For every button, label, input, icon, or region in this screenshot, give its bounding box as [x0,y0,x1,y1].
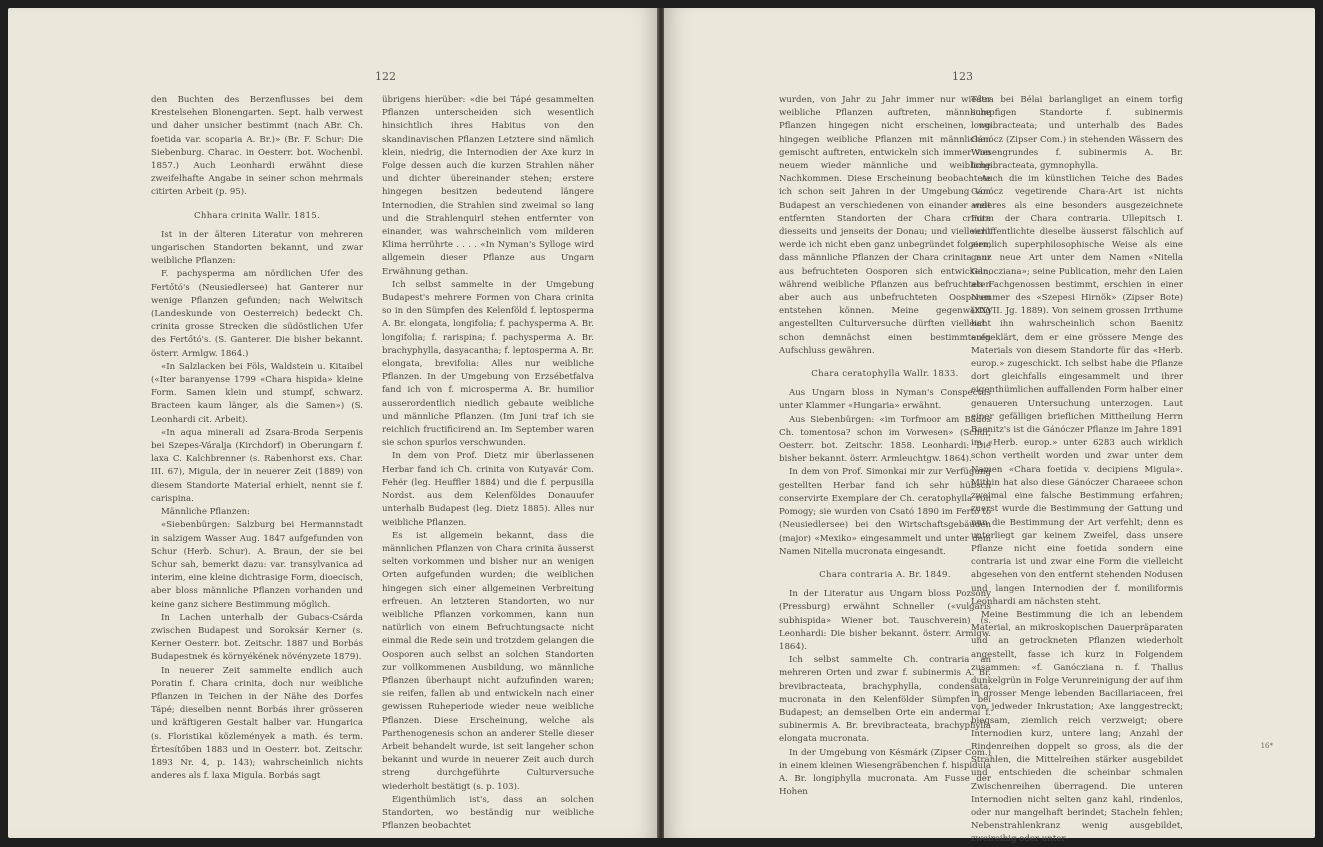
page-number-left: 122 [375,70,396,83]
paragraph: F. pachysperma am nördlichen Ufer des Fertőtó's (Neusiedlersee) hat Ganterer nur wenige Pflanzen gefunden; nach Welwitsch (Landeskunde von Oesterreich) bedeckt Ch. crinita grosse Strecken die südöstlichen Ufer des Fertőtó's. (S. Ganterer. Die bisher bekannt. österr. Armlgw. 1864.) [151,269,363,359]
column-3 [779,94,991,824]
paragraph: In Lachen unterhalb der Gubacs-Csárda zwischen Budapest und Soroksár Kerner (s. Kerner Oesterr. bot. Zeitschr. 1887 und Borbás Budapestnek és környékének növényzete 1879). [151,612,363,663]
paragraph: Ist in der älteren Literatur von mehreren ungarischen Standorten bekannt, und zwar weibliche Pflanzen: [151,229,363,267]
paragraph: In neuerer Zeit sammelte endlich auch Poratin f. Chara crinita, doch nur weibliche Pflanzen in Teichen in der Nähe des Dorfes Tápé; dieselben nennt Borbás ihrer grösseren und kräftigeren Gestalt halber var. Hungarica (s. Floristikai közlemények a math. és term. Értesítőben 1883 und in Oesterr. bot. Zeitschr. 1893 Nr. 4, p. 143); wahrscheinlich nichts anderes als f. laxa Migula. Borbás sagt [151,665,363,782]
left-page [8,8,658,838]
paragraph: Meine Bestimmung die ich an lebendem Material, an mikroskopischen Dauerpräparaten und an getrockneten Pflanzen wiederholt angestellt, fasse ich kurz in Folgendem zusammen: «f. Ganócziana n. f. Thallus dunkelgrün in Folge Verunreinigung der auf ihm in grosser Menge lebenden Bacillariaceen, frei von jedweder Inkrustation; Axe langgestreckt; biegsam, ziemlich reich verzweigt; obere Internodien kurz, untere lang; Anzahl der Rindenreihen doppelt so gross, als die der Strahlen, die Mittelreihen stärker ausgebildet und entschieden die scheinbar schmalen Zwischenreihen überragend. Die unteren Internodien nicht selten ganz kahl, rindenlos, oder nur mangelhaft berindet; Stacheln fehlen; Nebenstrahlenkranz wenig ausgebildet, zweireihig oder unter- [971,609,1183,845]
paragraph: Ich selbst sammelte in der Umgebung Budapest's mehrere Formen von Chara crinita so in den Sümpfen des Kelenföld f. leptosperma A. Br. elongata, longifolia; f. pachysperma A. Br. longifolia; f. rarispina; f. pachysperma A. Br. brachyphylla, dasyacantha; f. leptosperma A. Br. elongata, brevifolia: Alles nur weibliche Pflanzen. In der Umgebung von Erzsébetfalva fand ich von f. microsperma A. Br. humilior ausserordentlich niedlich gebaute weibliche und männliche Pflanzen. (Im Juni traf ich sie reichlich fructificirend an. Im September waren sie schon spurlos verschwunden. [382,279,594,449]
paragraph: «In Salzlacken bei Föls, Waldstein u. Kitaibel («Iter baranyense 1799 «Chara hispida» kleine Form. Samen klein und stumpf, schwarz. Bracteen kaum länger, als die Samen») (S. Leonhardi cit. Arbeit). [151,361,363,425]
paragraph: Aus Siebenbürgen: «im Torfmoor am Bädös Ch. tomentosa? schon im Vorwesen» (Schur, Oesterr. bot. Zeitschr. 1858. Leonhardi: Die bisher bekannt. österr. Armleuchtgw. 1864). [779,414,991,465]
paragraph: Aus Ungarn bloss in Nyman's Conspectus unter Klammer «Hungaria» erwähnt. [779,388,991,412]
column-2 [382,94,594,832]
page-number-right: 123 [952,70,973,83]
paragraph: Ich selbst sammelte Ch. contraria an mehreren Orten und zwar f. subinermis A. Br. brevibracteata, brachyphylla, condensata, mucronata in den Kelenfölder Sümpfen bei Budapest; an demselben Orte ein andermal f. subinermis A. Br. brevibracteata, brachyphylla elongata mucronata. [779,655,991,745]
right-page [664,8,1315,845]
paragraph: In dem von Prof. Dietz mir überlassenen Herbar fand ich Ch. crinita von Kutyavár Com. Fehér (leg. Heuffler 1884) und die f. perpusilla Nordst. aus dem Kelenföldes Donauufer unterhalb Budapest (leg. Dietz 1885). Alles nur weibliche Pflanzen. [382,451,594,528]
paragraph: Auch die im künstlichen Teiche des Bades Gánócz vegetirende Chara-Art ist nichts anderes als eine besonders ausgezeichnete Form der Chara contraria. Ullepitsch I. veröffentlichte dieselbe äusserst fälschlich auf ziemlich superphilosophische Weise als eine ganz neue Art unter dem Namen «Nitella Ganocziana»; seine Publication, mehr den Laien als Fachgenossen bestimmt, erschien in einer Nummer des «Szepesi Hirnök» (Zipser Bote) (XXVII. Jg. 1889). Von seinem grossen Irrthume hat ihn wahrscheinlich schon Baenitz aufgeklärt, dem er eine grössere Menge des Materials von diesem Standorte für das «Herb. europ.» zugeschickt. Ich selbst habe die Pflanze dort gleichfalls eingesammelt und ihrer eigenthümlichen auffallenden Form halber einer genaueren Untersuchung unterzogen. Laut einer gefälligen brieflichen Mittheilung Herrn Baenitz's ist die Gánóczer Pflanze im Jahre 1891 im «Herb. europ.» unter 6283 auch wirklich schon vertheilt worden und zwar unter dem Namen «Chara foetida v. decipiens Migula». Mithin hat also diese Gánóczer Charaeee schon zweimal eine falsche Bestimmung erfahren; zuerst wurde die Bestimmung der Gattung und nun die Bestimmung der Art verfehlt; denn es unterliegt gar keinem Zweifel, dass unsere Pflanze nicht eine foetida sondern eine contraria ist und zwar eine Form die vielleicht abgesehen von den entfernt stehenden Nodusen und langen Internodien der f. moniliformis Leonhardi am nächsten steht. [971,174,1183,607]
signature-mark: 16* [1260,742,1273,750]
paragraph: In dem von Prof. Simonkai mir zur Verfügung gestellten Herbar fand ich sehr hübsch conservirte Exemplare der Ch. ceratophylla von Pomogy; sie wurden von Csató 1890 im Fertő tó (Neusiedlersee) bei den Wirtschaftsgebäuden (major) «Mexiko» eingesammelt und unter dem Namen Nitella mucronata eingesandt. [779,467,991,557]
paragraph: Tátra bei Bélai barlangliget an einem torfig sumpfigen Standorte f. subinermis longibracteata; und unterhalb des Bades Gánócz (Zipser Com.) in stehenden Wässern des Wiesengrundes f. subinermis A. Br. longibracteata, gymnophylla. [971,95,1183,172]
column-1 [151,94,363,824]
paragraph: Es ist allgemein bekannt, dass die männlichen Pflanzen von Chara crinita äusserst selten vorkommen und bisher nur an wenigen Orten aufgefunden wurden; die weiblichen hingegen sich einer allgemeinen Verbreitung erfreuen. An letzteren Standorten, wo nur weibliche Pflanzen vorkommen, kann nun natürlich von einem Befruchtungsacte nicht einmal die Rede sein und trotzdem gelangen die Oosporen auch selbst an solchen Standorten zur vollkommenen Ausbildung, wo männliche Pflanzen überhaupt nicht aufzufinden waren; sie reifen, fallen ab und entwickeln nach einer gewissen Ruheperiode wieder neue weibliche Pflanzen. Diese Erscheinung, welche als Parthenogenesis schon an anderer Stelle dieser Arbeit behandelt wurde, ist seit langeher schon bekannt und wurde in neuerer Zeit auch durch streng durchgeführte Culturversuche wiederholt bestätigt (s. p. 103). [382,530,594,792]
column-4 [971,94,1183,845]
paragraph: In der Literatur aus Ungarn bloss Pozsony (Pressburg) erwähnt Schneller («vulgaris subhispida» Wiener bot. Tauschverein) (s. Leonhardi: Die bisher bekannt. österr. Armlgw. 1864). [779,589,991,652]
section-heading: Chara contraria A. Br. 1849. [819,569,951,580]
section-heading: Chara ceratophylla Wallr. 1833. [811,369,959,380]
section-heading: Chhara crinita Wallr. 1815. [193,210,321,221]
paragraph: «Siebenbürgen: Salzburg bei Hermannstadt in salzigem Wasser Aug. 1847 aufgefunden von Schur (Herb. Schur). A. Braun, der sie bei Schur sah, bemerkt dazu: var. transylvanica ad interim, eine kleine dichtrasige Form, dioecisch, aber bloss männliche Pflanzen vorhanden und keine ganz sichere Bestimmung möglich. [151,520,363,610]
paragraph: Eigenthümlich ist's, dass an solchen Standorten, wo beständig nur weibliche Pflanzen beobachtet [382,794,594,832]
paragraph: den Buchten des Berzenflusses bei dem Krestelsehen Blonengarten. Sept. halb verwest und daher unsicher bestimmt (nach ABr. Ch. foetida var. scoparia A. Br.)» (Br. F. Schur: Die Siebenburg. Charac. in Oesterr. bot. Wochenbl. 1857.) Auch Leonhardi erwähnt diese zweifelhafte Angabe in seiner schon mehrmals citirten Arbeit (p. 95). [151,95,363,198]
paragraph: wurden, von Jahr zu Jahr immer nur wieder weibliche Pflanzen auftreten, männliche Pflanzen hingegen nicht erscheinen, wo hingegen weibliche Pflanzen mit männlichen gemischt auftreten, entwickeln sich immer von neuem wieder männliche und weibliche Nachkommen. Diese Erscheinung beobachtete ich schon seit Jahren in der Umgebung von Budapest an verschiedenen von einander weit entfernten Standorten der Chara crinita diesseits und jenseits der Donau; und vielleicht werde ich nicht eben ganz unbegründet folgern, dass männliche Pflanzen der Chara crinita nur aus befruchteten Oosporen sich entwickeln, während weibliche Pflanzen aus befruchteten aber auch aus unbefruchteten Oosporen entstehen können. Meine gegenwärtig angestellten Culturversuche dürften vielleicht schon demnächst einen bestimmteren Aufschluss gewähren. [779,95,991,356]
paragraph: Männliche Pflanzen: [161,507,250,518]
paragraph: übrigens hierüber: «die bei Tápé gesammelten Pflanzen unterscheiden sich wesentlich hinsichtlich ihres Habitus von den skandinavischen Pflanzen Letztere sind nämlich klein, niedrig, die Internodien der Axe kurz in Folge dessen auch die kurzen Strahlen näher und dichter übereinander stehen; erstere hingegen besitzen bedeutend längere Internodien, die Strahlen sind zweimal so lang und die Strahlenquirl stehen entfernter von einander, was wahrscheinlich vom milderen Klima herrührte . . . . «In Nyman's Sylloge wird allgemein dieser Pflanze aus Ungarn Erwähnung gethan. [382,95,594,277]
paragraph: «In aqua minerali ad Zsara-Broda Serpenis bei Szepes-Váralja (Kirchdorf) in Oberungarn f. laxa C. Kalchbrenner (s. Rabenhorst exs. Char. III. 67), Migula, der in neuerer Zeit (1889) von diesem Standorte Material erhielt, nennt sie f. carispina. [151,427,363,504]
paragraph: In der Umgebung von Késmárk (Zipser Com.) in einem kleinen Wiesengräbenchen f. hispidula A. Br. longiphylla mucronata. Am Fusse der Hohen [779,747,991,798]
